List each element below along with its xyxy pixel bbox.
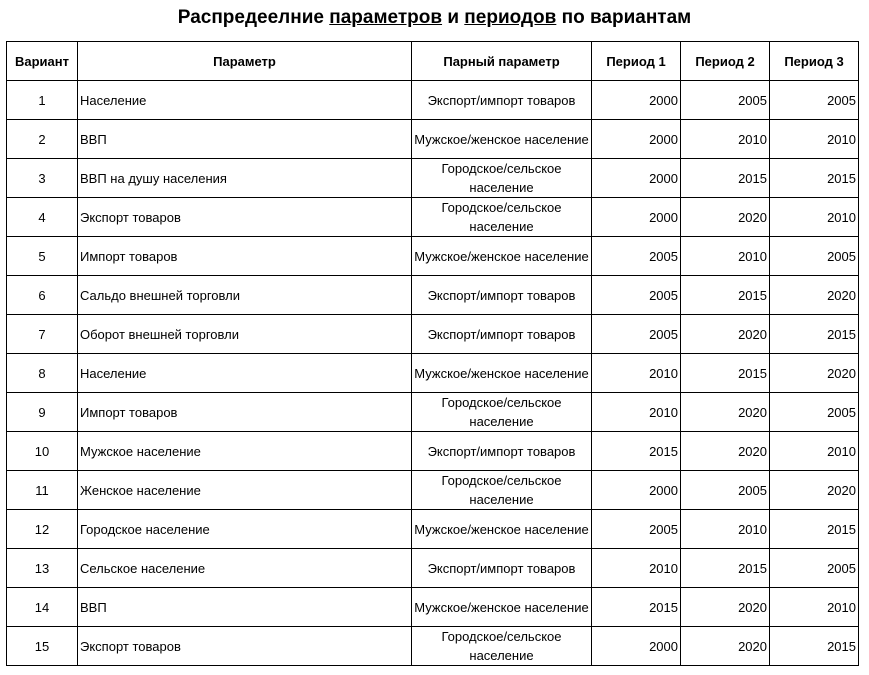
table-row	[7, 198, 859, 237]
cell-variant: 2	[7, 120, 78, 159]
cell-paired-parameter: Экспорт/импорт товаров	[412, 276, 592, 315]
table-row	[7, 81, 859, 120]
cell-parameter: Население	[78, 354, 412, 393]
cell-paired-parameter: Мужское/женское население	[412, 237, 592, 276]
cell-period-1: 2015	[592, 432, 681, 471]
header-period-2: Период 2	[681, 42, 770, 81]
cell-variant: 11	[7, 471, 78, 510]
cell-variant: 8	[7, 354, 78, 393]
table-row	[7, 510, 859, 549]
cell-parameter: ВВП на душу населения	[78, 159, 412, 198]
cell-paired-parameter: Экспорт/импорт товаров	[412, 81, 592, 120]
cell-period-3: 2020	[770, 276, 859, 315]
cell-paired-parameter: Городское/сельское население	[412, 198, 592, 237]
cell-variant: 15	[7, 627, 78, 666]
cell-period-1: 2005	[592, 237, 681, 276]
cell-period-1: 2000	[592, 198, 681, 237]
table-row	[7, 471, 859, 510]
cell-period-1: 2010	[592, 354, 681, 393]
table-header-row	[7, 42, 859, 81]
table-row	[7, 120, 859, 159]
cell-period-3: 2015	[770, 510, 859, 549]
title-text-and: и	[442, 7, 465, 28]
cell-variant: 10	[7, 432, 78, 471]
table-row	[7, 588, 859, 627]
header-variant: Вариант	[7, 42, 78, 81]
cell-period-3: 2020	[770, 354, 859, 393]
cell-parameter: Женское население	[78, 471, 412, 510]
cell-period-2: 2015	[681, 549, 770, 588]
cell-period-3: 2005	[770, 549, 859, 588]
cell-variant: 4	[7, 198, 78, 237]
cell-period-3: 2005	[770, 81, 859, 120]
cell-paired-parameter: Экспорт/импорт товаров	[412, 432, 592, 471]
cell-period-2: 2015	[681, 159, 770, 198]
cell-period-1: 2010	[592, 393, 681, 432]
cell-period-3: 2005	[770, 393, 859, 432]
cell-variant: 1	[7, 81, 78, 120]
cell-period-3: 2015	[770, 159, 859, 198]
cell-parameter: Мужское население	[78, 432, 412, 471]
cell-parameter: Сальдо внешней торговли	[78, 276, 412, 315]
cell-period-1: 2015	[592, 588, 681, 627]
header-paired-parameter: Парный параметр	[412, 42, 592, 81]
cell-period-3: 2010	[770, 588, 859, 627]
title-text-end: по вариантам	[556, 7, 692, 28]
table-body	[7, 81, 859, 666]
cell-paired-parameter: Мужское/женское население	[412, 120, 592, 159]
page-title	[0, 6, 869, 30]
table-row	[7, 354, 859, 393]
cell-variant: 12	[7, 510, 78, 549]
cell-period-3: 2010	[770, 432, 859, 471]
cell-period-1: 2000	[592, 81, 681, 120]
cell-period-1: 2005	[592, 276, 681, 315]
table-row	[7, 393, 859, 432]
cell-period-1: 2000	[592, 627, 681, 666]
cell-period-3: 2010	[770, 198, 859, 237]
table-row	[7, 159, 859, 198]
cell-paired-parameter: Мужское/женское население	[412, 354, 592, 393]
cell-period-2: 2010	[681, 237, 770, 276]
cell-period-3: 2015	[770, 627, 859, 666]
cell-parameter: Население	[78, 81, 412, 120]
header-period-3: Период 3	[770, 42, 859, 81]
table-row	[7, 237, 859, 276]
cell-paired-parameter: Экспорт/импорт товаров	[412, 549, 592, 588]
cell-parameter: Экспорт товаров	[78, 627, 412, 666]
table-row	[7, 276, 859, 315]
cell-variant: 9	[7, 393, 78, 432]
cell-variant: 6	[7, 276, 78, 315]
cell-paired-parameter: Городское/сельское население	[412, 159, 592, 198]
cell-period-2: 2005	[681, 471, 770, 510]
cell-period-2: 2010	[681, 120, 770, 159]
cell-paired-parameter: Мужское/женское население	[412, 588, 592, 627]
cell-paired-parameter: Городское/сельское население	[412, 393, 592, 432]
header-period-1: Период 1	[592, 42, 681, 81]
cell-variant: 5	[7, 237, 78, 276]
cell-parameter: ВВП	[78, 120, 412, 159]
title-text-start: Распредеелние	[177, 7, 330, 28]
cell-period-2: 2020	[681, 432, 770, 471]
cell-variant: 3	[7, 159, 78, 198]
cell-period-2: 2020	[681, 198, 770, 237]
cell-paired-parameter: Городское/сельское население	[412, 627, 592, 666]
cell-variant: 13	[7, 549, 78, 588]
cell-period-3: 2015	[770, 315, 859, 354]
cell-paired-parameter: Мужское/женское население	[412, 510, 592, 549]
cell-period-3: 2010	[770, 120, 859, 159]
cell-period-3: 2005	[770, 237, 859, 276]
cell-parameter: Экспорт товаров	[78, 198, 412, 237]
cell-period-2: 2010	[681, 510, 770, 549]
cell-parameter: Городское население	[78, 510, 412, 549]
cell-paired-parameter: Городское/сельское население	[412, 471, 592, 510]
cell-paired-parameter: Экспорт/импорт товаров	[412, 315, 592, 354]
cell-period-2: 2005	[681, 81, 770, 120]
cell-period-2: 2020	[681, 627, 770, 666]
cell-period-1: 2005	[592, 315, 681, 354]
title-periods-underlined: периодов	[464, 7, 557, 28]
cell-period-1: 2000	[592, 471, 681, 510]
cell-period-1: 2010	[592, 549, 681, 588]
cell-period-2: 2020	[681, 588, 770, 627]
table-row	[7, 627, 859, 666]
cell-parameter: Сельское население	[78, 549, 412, 588]
cell-parameter: Импорт товаров	[78, 393, 412, 432]
cell-period-1: 2000	[592, 159, 681, 198]
cell-period-1: 2005	[592, 510, 681, 549]
cell-period-1: 2000	[592, 120, 681, 159]
cell-period-3: 2020	[770, 471, 859, 510]
cell-period-2: 2015	[681, 354, 770, 393]
cell-parameter: ВВП	[78, 588, 412, 627]
cell-variant: 14	[7, 588, 78, 627]
table-row	[7, 549, 859, 588]
cell-period-2: 2020	[681, 315, 770, 354]
cell-parameter: Оборот внешней торговли	[78, 315, 412, 354]
table-row	[7, 432, 859, 471]
cell-period-2: 2020	[681, 393, 770, 432]
cell-parameter: Импорт товаров	[78, 237, 412, 276]
table-row	[7, 315, 859, 354]
title-parameters-underlined: параметров	[329, 7, 443, 28]
header-parameter: Параметр	[78, 42, 412, 81]
cell-period-2: 2015	[681, 276, 770, 315]
variants-table	[6, 41, 859, 666]
cell-variant: 7	[7, 315, 78, 354]
